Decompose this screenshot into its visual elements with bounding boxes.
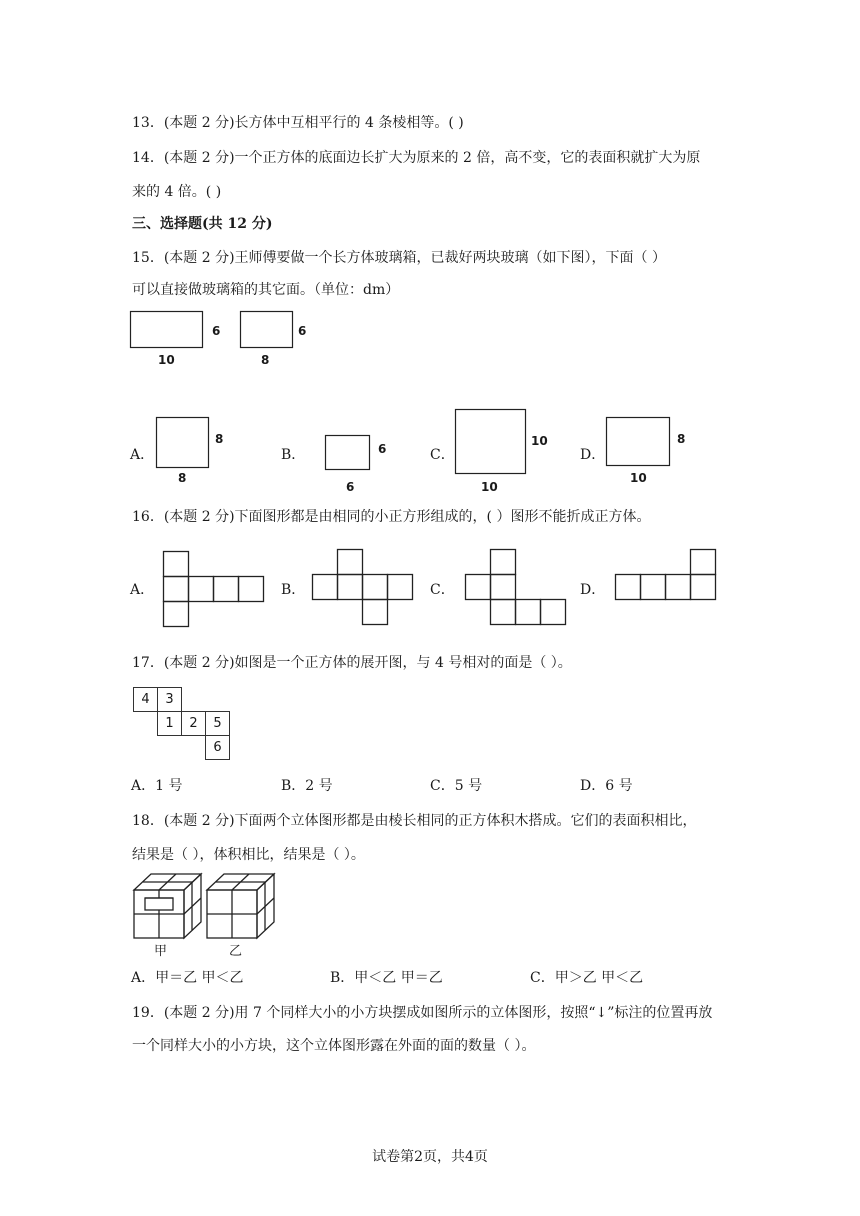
q18-label-jia: 甲	[154, 944, 168, 959]
q15-given2-w: 8	[261, 353, 270, 367]
q15-option-d-label[interactable]: D．	[580, 447, 606, 463]
q15-option-b-w: 6	[346, 480, 355, 494]
q17-net-cell-1: 1	[157, 711, 182, 736]
q15-option-c-h: 10	[531, 434, 548, 448]
q15-option-b-label[interactable]: B．	[281, 447, 306, 463]
q15-option-c-rect	[455, 409, 527, 475]
q15-line1: 15．(本题 2 分)王师傅要做一个长方体玻璃箱，已裁好两块玻璃（如下图），下面（ ）	[132, 250, 666, 266]
q17-text: 17．(本题 2 分)如图是一个正方体的展开图，与 4 号相对的面是（ ）。	[132, 655, 572, 671]
q14-line1: 14．(本题 2 分)一个正方体的底面边长扩大为原来的 2 倍，高不变，它的表面积就扩大为原	[132, 150, 701, 166]
q16-option-c-label[interactable]: C．	[430, 582, 455, 598]
q16-option-a-net	[163, 551, 264, 628]
q15-option-b-h: 6	[378, 442, 387, 456]
q18-line1: 18．(本题 2 分)下面两个立体图形都是由棱长相同的正方体积木搭成。它们的表面积相比，	[132, 813, 697, 829]
q17-net-cell-4: 4	[133, 687, 158, 712]
q17-option-b[interactable]: B．2 号	[281, 778, 333, 794]
q16-option-d-net	[615, 549, 716, 601]
q17-net-cell-2: 2	[181, 711, 206, 736]
q17-net-cell-6: 6	[205, 735, 230, 760]
q15-option-c-label[interactable]: C．	[430, 447, 455, 463]
q15-option-a-label[interactable]: A．	[130, 447, 155, 463]
q15-option-d-rect	[606, 417, 671, 467]
q15-given-glass-2	[240, 311, 294, 349]
q15-given1-h: 6	[212, 324, 221, 338]
q15-option-b-rect	[325, 435, 371, 471]
q16-option-a-label[interactable]: A．	[130, 582, 155, 598]
q16-option-b-net	[312, 549, 413, 626]
q18-line2: 结果是（ ），体积相比，结果是（ ）。	[132, 847, 365, 863]
q15-given1-w: 10	[158, 353, 175, 367]
q17-option-c[interactable]: C．5 号	[430, 778, 483, 794]
q15-option-a-h: 8	[215, 432, 224, 446]
q15-option-d-h: 8	[677, 432, 686, 446]
q18-option-b[interactable]: B．甲＜乙 甲＝乙	[330, 970, 443, 986]
q15-option-c-w: 10	[481, 480, 498, 494]
q14-line2: 来的 4 倍。( )	[132, 184, 222, 200]
q18-label-yi: 乙	[229, 944, 243, 959]
q15-option-d-w: 10	[630, 471, 647, 485]
q15-given-glass-1	[130, 311, 204, 349]
q13-text: 13．(本题 2 分)长方体中互相平行的 4 条棱相等。( )	[132, 115, 464, 131]
q15-line2: 可以直接做玻璃箱的其它面。（单位：dm）	[132, 282, 400, 298]
q17-option-d[interactable]: D．6 号	[580, 778, 633, 794]
q16-option-b-label[interactable]: B．	[281, 582, 306, 598]
q17-cube-net	[133, 687, 233, 762]
q16-option-c-net	[465, 549, 566, 626]
q15-option-a-w: 8	[178, 471, 187, 485]
q15-given2-h: 6	[298, 324, 307, 338]
q17-net-cell-3: 3	[157, 687, 182, 712]
q15-option-a-rect	[156, 417, 210, 469]
q17-net-cell-5: 5	[205, 711, 230, 736]
page-footer: 试卷第2页，共4页	[372, 1149, 488, 1165]
q18-option-c[interactable]: C．甲＞乙 甲＜乙	[530, 970, 644, 986]
section-title: 三、选择题(共 12 分)	[132, 216, 273, 232]
q18-shape-yi	[206, 872, 276, 940]
q19-line1: 19．(本题 2 分)用 7 个同样大小的小方块摆成如图所示的立体图形，按照“↓”标注的位置再放	[132, 1005, 713, 1021]
q18-shape-jia	[133, 872, 203, 940]
q19-line2: 一个同样大小的小方块，这个立体图形露在外面的面的数量（ ）。	[132, 1038, 536, 1054]
q16-option-d-label[interactable]: D．	[580, 582, 606, 598]
q16-text: 16．(本题 2 分)下面图形都是由相同的小正方形组成的，( ）图形不能折成正方体。	[132, 509, 651, 525]
q17-option-a[interactable]: A．1 号	[131, 778, 183, 794]
q18-option-a[interactable]: A．甲＝乙 甲＜乙	[131, 970, 244, 986]
